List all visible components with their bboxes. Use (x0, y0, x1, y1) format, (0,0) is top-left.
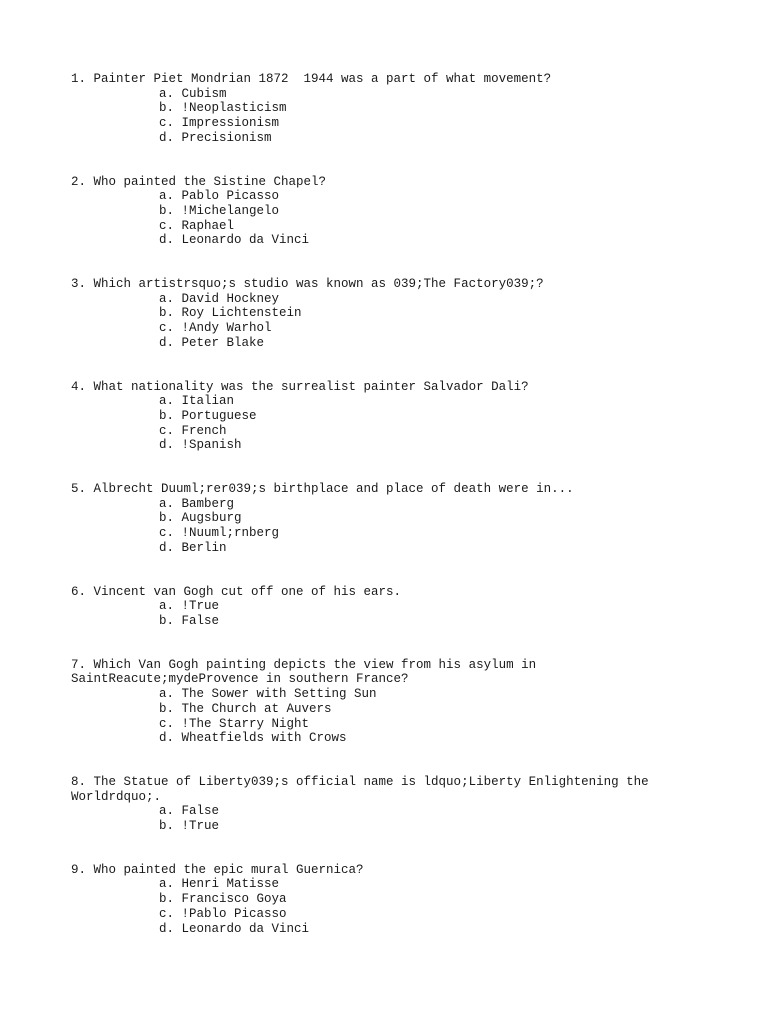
answer-option: b. Francisco Goya (159, 892, 287, 907)
answer-option: c. !Pablo Picasso (159, 906, 287, 921)
question-text: 1. Painter Piet Mondrian 1872 1944 was a part of what movement? (71, 72, 552, 86)
answer-option: a. The Sower with Setting Sun (159, 687, 377, 702)
answer-option: a. False (159, 804, 220, 819)
question-4 (71, 380, 691, 454)
question-2 (71, 175, 691, 249)
answer-option: d. Precisionism (159, 130, 272, 145)
answer-option: a. !True (159, 599, 220, 614)
answer-option: d. Peter Blake (159, 335, 265, 350)
question-text: 2. Who painted the Sistine Chapel? (71, 174, 327, 189)
answer-option: b. !True (159, 819, 220, 834)
question-8 (71, 775, 691, 834)
answer-option: a. Italian (159, 394, 235, 409)
answer-option: c. !The Starry Night (159, 716, 310, 731)
answer-option: d. Berlin (159, 540, 227, 555)
answer-option: c. Raphael (159, 218, 235, 233)
answer-option: b. Roy Lichtenstein (159, 306, 302, 321)
quiz-document (71, 72, 691, 965)
answer-option: d. !Spanish (159, 438, 242, 453)
question-text: 5. Albrecht Duuml;rer039;s birthplace and place of death were in... (71, 482, 574, 497)
answer-option: b. False (159, 613, 220, 628)
question-3 (71, 277, 691, 351)
answer-option: c. !Nuuml;rnberg (159, 526, 280, 541)
question-6 (71, 585, 691, 629)
question-9 (71, 863, 691, 937)
question-text: 4. What nationality was the surrealist painter Salvador Dali? (71, 379, 529, 394)
answer-option: b. The Church at Auvers (159, 701, 332, 716)
answer-option: b. !Michelangelo (159, 203, 280, 218)
answer-option: a. David Hockney (159, 291, 280, 306)
answer-option: c. French (159, 423, 227, 438)
answer-option: b. !Neoplasticism (159, 101, 287, 116)
answer-option: d. Leonardo da Vinci (159, 921, 310, 936)
question-5 (71, 482, 691, 556)
answer-option: b. Augsburg (159, 511, 242, 526)
answer-option: c. Impressionism (159, 116, 280, 131)
answer-option: a. Henri Matisse (159, 877, 280, 892)
answer-option: a. Bamberg (159, 496, 235, 511)
answer-option: b. Portuguese (159, 408, 257, 423)
question-1 (71, 72, 691, 146)
answer-option: c. !Andy Warhol (159, 321, 272, 336)
question-text: 6. Vincent van Gogh cut off one of his ears. (71, 584, 402, 599)
answer-option: a. Cubism (159, 86, 227, 101)
question-text: 3. Which artistrsquo;s studio was known as 039;The Factory039;? (71, 277, 544, 292)
answer-option: d. Wheatfields with Crows (159, 731, 347, 746)
question-text: 9. Who painted the epic mural Guernica? (71, 862, 364, 877)
answer-option: d. Leonardo da Vinci (159, 233, 310, 248)
question-text: 8. The Statue of Liberty039;s official name is ldquo;Liberty Enlightening the Worldrdquo;. (71, 774, 657, 804)
question-7 (71, 658, 691, 746)
answer-option: a. Pablo Picasso (159, 189, 280, 204)
question-text: 7. Which Van Gogh painting depicts the view from his asylum in SaintReacute;mydeProvence in southern France? (71, 657, 544, 687)
